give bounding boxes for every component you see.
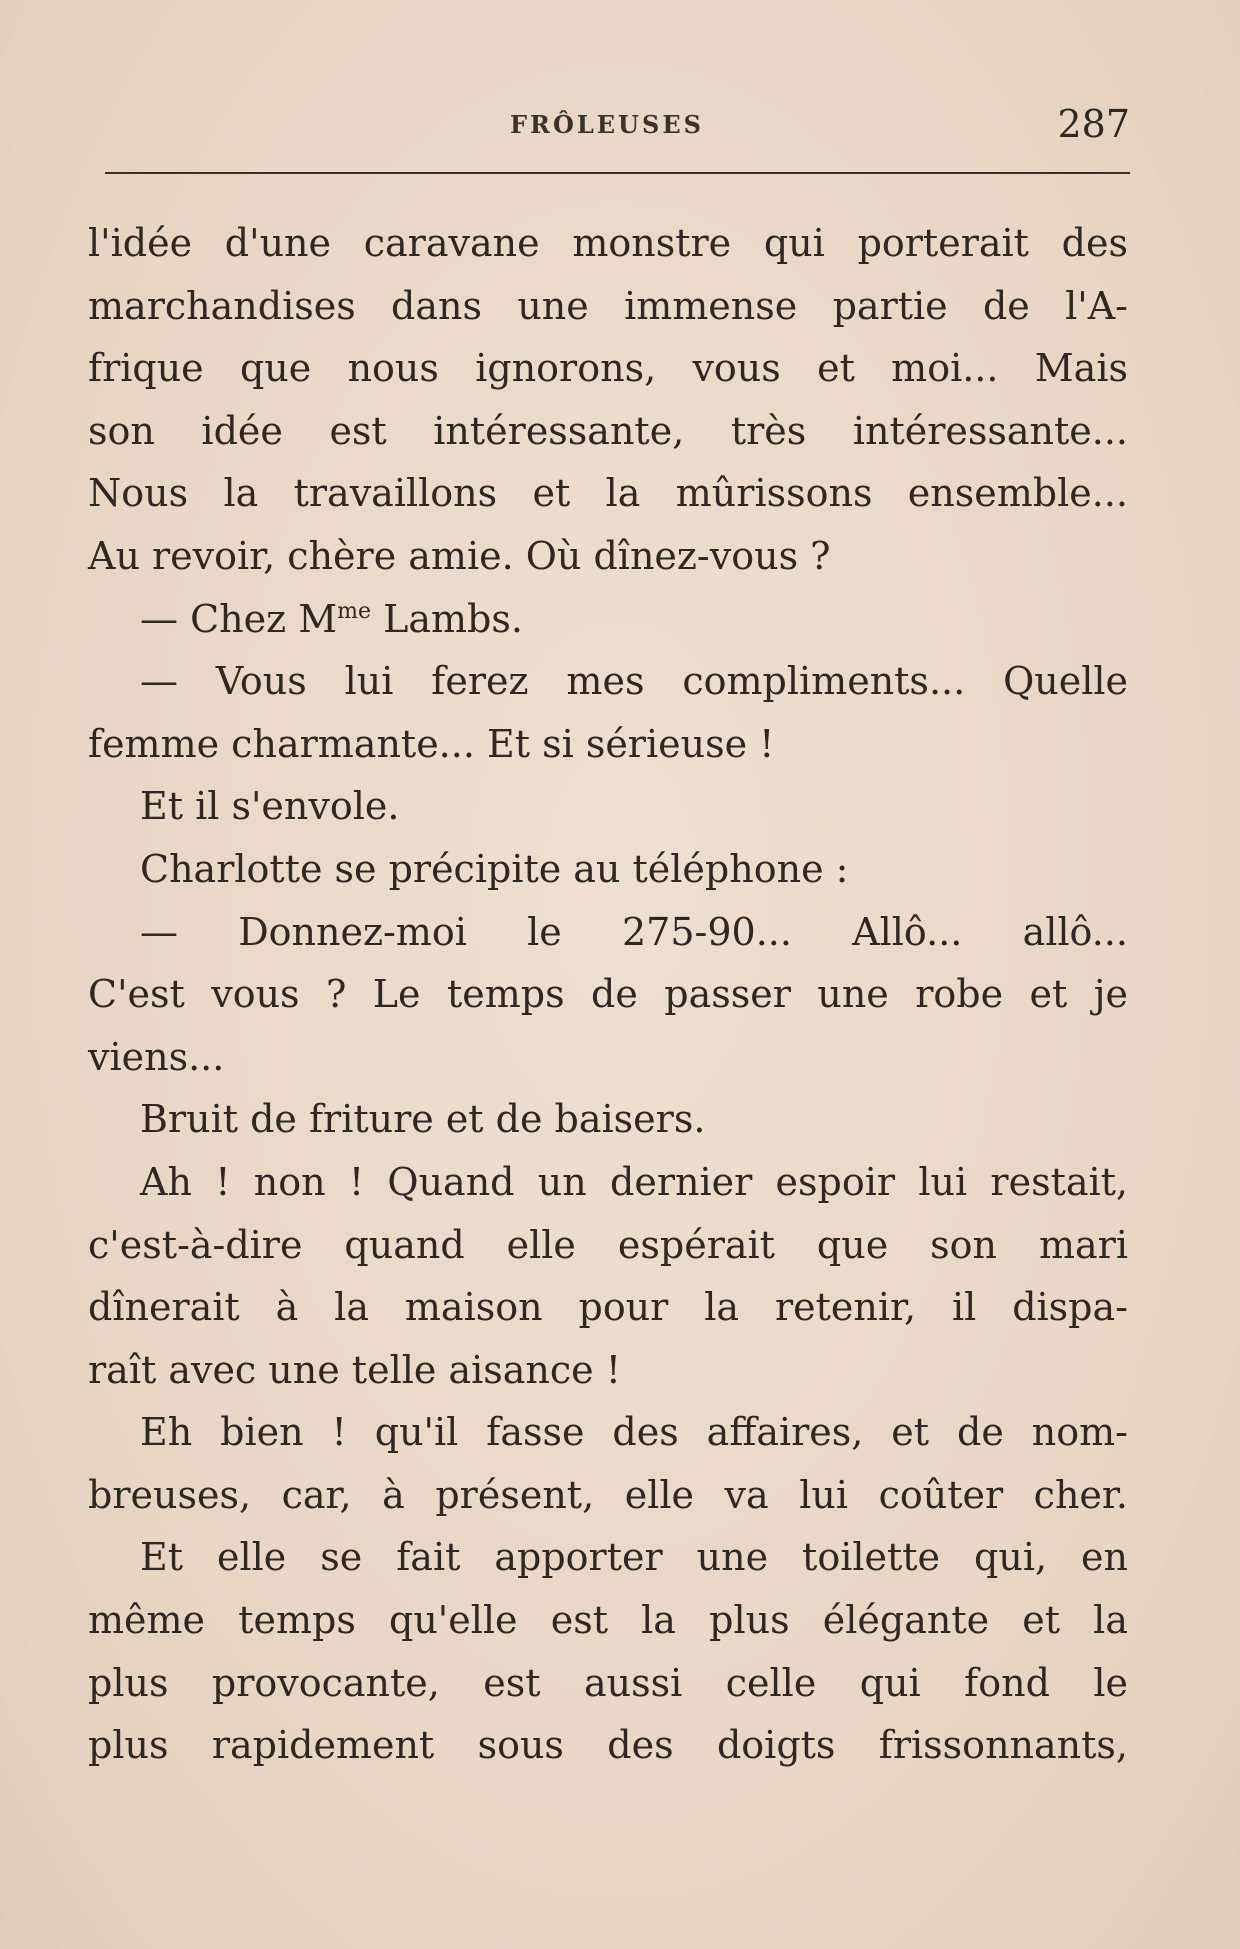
- text-line: Nous la travaillons et la mûrissons ensemble...: [88, 471, 1128, 516]
- text-line: C'est vous ? Le temps de passer une robe et je: [88, 972, 1128, 1017]
- text-line: Ah ! non ! Quand un dernier espoir lui restait,: [140, 1159, 1128, 1204]
- text-line: breuses, car, à présent, elle va lui coûter cher.: [88, 1472, 1128, 1517]
- text-fragment: Lambs.: [371, 596, 523, 641]
- text-line: même temps qu'elle est la plus élégante et la: [88, 1598, 1128, 1643]
- text-line: raît avec une telle aisance !: [88, 1347, 622, 1392]
- text-line: c'est-à-dire quand elle espérait que son mari: [88, 1222, 1128, 1267]
- text-line: Au revoir, chère amie. Où dînez-vous ?: [88, 533, 831, 578]
- text-line: [88, 588, 1128, 651]
- superscript: me: [337, 598, 372, 624]
- text-line: Eh bien ! qu'il fasse des affaires, et de nom-: [140, 1410, 1128, 1455]
- text-line: Et il s'envole.: [140, 784, 400, 829]
- text-line: son idée est intéressante, très intéressante...: [88, 408, 1128, 453]
- text-fragment: — Chez M: [140, 596, 338, 641]
- running-head: [0, 102, 1240, 146]
- page-number: 287: [1057, 102, 1130, 146]
- text-line: dînerait à la maison pour la retenir, il dispa-: [88, 1285, 1128, 1330]
- text-line: — Vous lui ferez mes compliments... Quelle: [140, 659, 1128, 704]
- text-line: plus rapidement sous des doigts frissonnants,: [88, 1723, 1128, 1768]
- text-line: Bruit de friture et de baisers.: [140, 1097, 706, 1142]
- body-text: [88, 212, 1128, 1777]
- text-line: frique que nous ignorons, vous et moi... Mais: [88, 346, 1128, 391]
- text-line: plus provocante, est aussi celle qui fond le: [88, 1660, 1128, 1705]
- text-line: Et elle se fait apporter une toilette qui, en: [140, 1535, 1128, 1580]
- text-line: marchandises dans une immense partie de l'A-: [88, 283, 1128, 328]
- text-line: viens...: [88, 1034, 225, 1079]
- text-line: l'idée d'une caravane monstre qui porterait des: [88, 221, 1128, 265]
- text-line: — Donnez-moi le 275-90... Allô... allô...: [140, 909, 1128, 954]
- text-line: Charlotte se précipite au téléphone :: [140, 846, 849, 891]
- text-line: femme charmante... Et si sérieuse !: [88, 721, 775, 766]
- running-title: FRÔLEUSES: [510, 110, 704, 139]
- header-rule: [105, 172, 1130, 174]
